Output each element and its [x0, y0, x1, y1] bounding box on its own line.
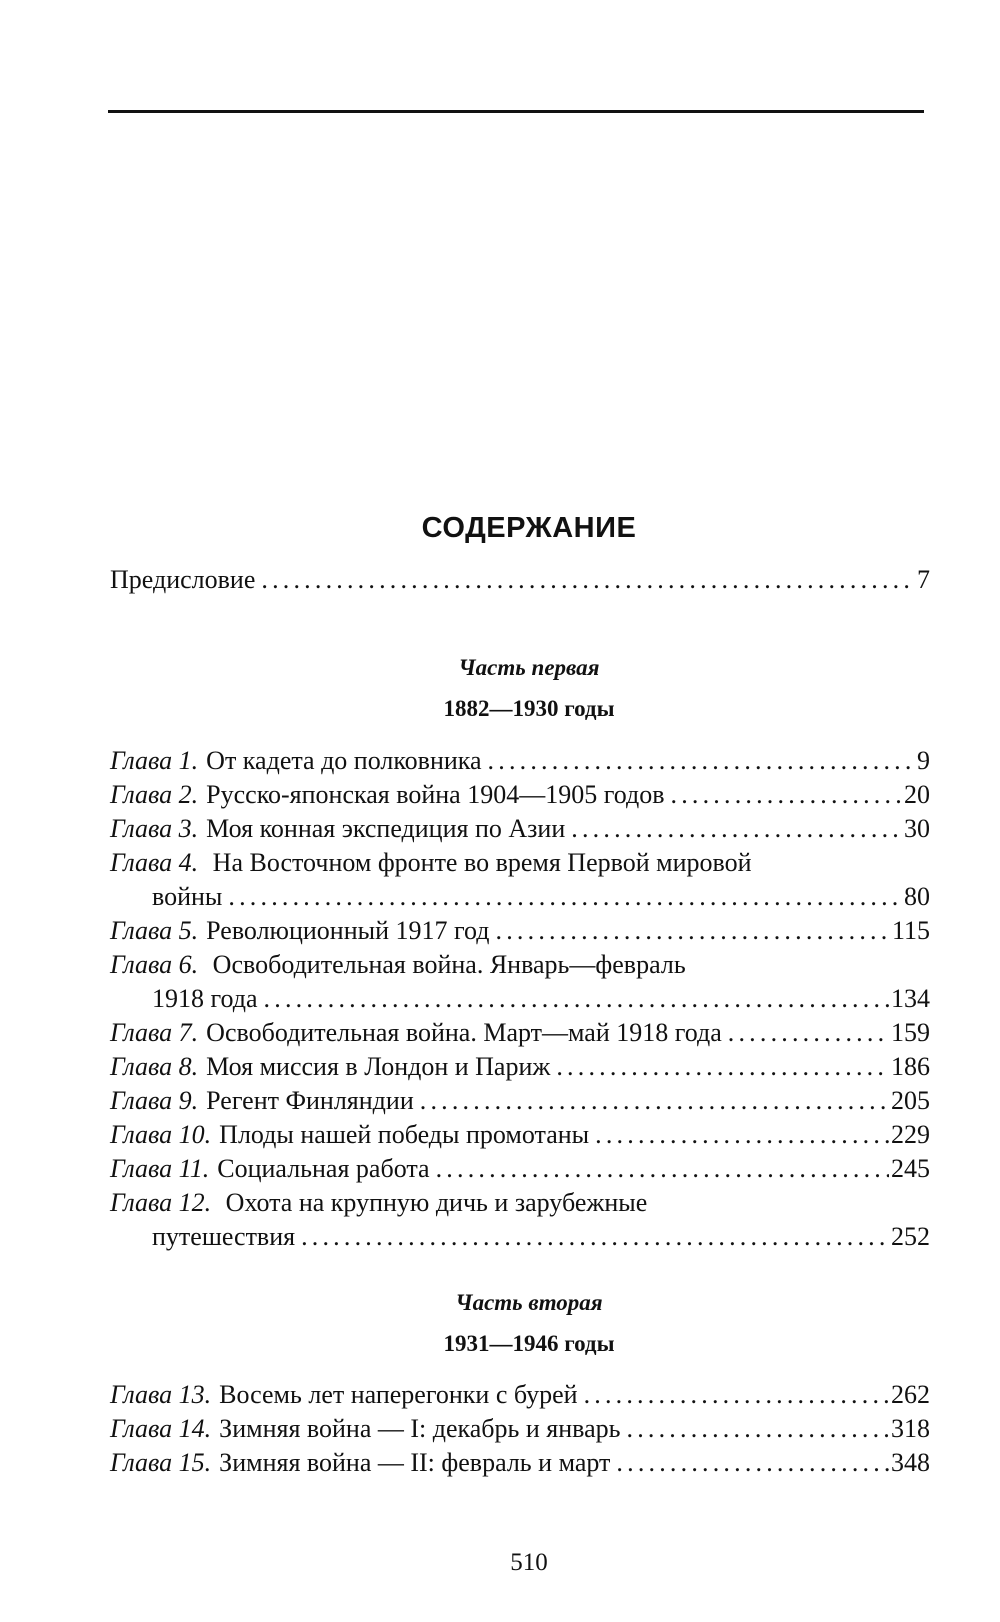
chapter-number: Глава 14. [110, 1414, 212, 1443]
dot-leader [420, 1084, 889, 1118]
toc-entry-title: Моя конная экспедиция по Азии [206, 814, 566, 843]
chapter-number: Глава 15. [110, 1448, 212, 1477]
toc-entry-page: 229 [891, 1120, 930, 1149]
toc-entry-chapter-15[interactable] [110, 1446, 930, 1480]
toc-entry-chapter-1[interactable] [110, 744, 930, 778]
toc-entry-title: Русско-японская война 1904—1905 годов [206, 780, 665, 809]
chapter-number: Глава 2. [110, 780, 199, 809]
dot-leader [616, 1446, 889, 1480]
top-rule [108, 110, 924, 113]
toc-entry-title: Моя миссия в Лондон и Париж [206, 1052, 551, 1081]
toc-entry-title: Революционный 1917 год [206, 916, 490, 945]
toc-entry-title: Восемь лет наперегонки с бурей [219, 1380, 578, 1409]
toc-entry-page: 186 [891, 1052, 930, 1081]
toc-entry-title: Охота на крупную дичь и зарубежные [225, 1188, 648, 1217]
toc-entry-chapter-2[interactable] [110, 778, 930, 812]
toc-preface-block [110, 563, 930, 597]
toc-entry-page: 7 [917, 565, 930, 594]
toc-entry-page: 80 [904, 882, 930, 911]
toc-part2-block [110, 1378, 930, 1480]
part1-heading: Часть первая [458, 655, 600, 680]
toc-entry-title: Зимняя война — I: декабрь и январь [219, 1414, 621, 1443]
toc-entry-page: 262 [891, 1380, 930, 1409]
toc-entry-title: Социальная работа [217, 1154, 430, 1183]
chapter-number: Глава 8. [110, 1052, 199, 1081]
chapter-number: Глава 1. [110, 746, 199, 775]
toc-entry-page: 9 [917, 746, 930, 775]
dot-leader [496, 914, 890, 948]
toc-entry-chapter-7[interactable] [110, 1016, 930, 1050]
dot-leader [671, 778, 903, 812]
toc-entry-title: Освободительная война. Март—май 1918 года [206, 1018, 722, 1047]
toc-entry-page: 245 [891, 1154, 930, 1183]
dot-leader [261, 563, 915, 597]
part2-heading: Часть вторая [455, 1290, 603, 1315]
toc-entry-chapter-5[interactable] [110, 914, 930, 948]
dot-leader [571, 812, 902, 846]
chapter-number: Глава 7. [110, 1018, 199, 1047]
dot-leader [556, 1050, 889, 1084]
toc-entry-title: На Восточном фронте во время Первой мировой [212, 848, 752, 877]
toc-entry-chapter-14[interactable] [110, 1412, 930, 1446]
toc-entry-chapter-8[interactable] [110, 1050, 930, 1084]
toc-entry-page: 30 [904, 814, 930, 843]
page-number: 510 [510, 1549, 548, 1576]
dot-leader [301, 1220, 889, 1254]
toc-entry-page: 134 [891, 984, 930, 1013]
toc-entry-chapter-13[interactable] [110, 1378, 930, 1412]
dot-leader [595, 1118, 889, 1152]
toc-entry-chapter-4[interactable] [110, 846, 930, 880]
toc-part1-block [110, 744, 930, 1254]
dot-leader [264, 982, 889, 1016]
chapter-number: Глава 13. [110, 1380, 212, 1409]
dot-leader [627, 1412, 890, 1446]
chapter-number: Глава 3. [110, 814, 199, 843]
toc-entry-page: 159 [891, 1018, 930, 1047]
toc-entry-chapter-4-cont[interactable] [110, 880, 930, 914]
chapter-number: Глава 12. [110, 1188, 212, 1217]
toc-entry-title: Плоды нашей победы промотаны [219, 1120, 590, 1149]
toc-entry-chapter-6[interactable] [110, 948, 930, 982]
toc-entry-page: 205 [891, 1086, 930, 1115]
toc-entry-chapter-11[interactable] [110, 1152, 930, 1186]
toc-entry-chapter-3[interactable] [110, 812, 930, 846]
toc-entry-title: Освободительная война. Январь—февраль [212, 950, 686, 979]
page-title: СОДЕРЖАНИЕ [421, 512, 637, 544]
toc-entry-preface[interactable] [110, 563, 930, 597]
toc-entry-title-cont: войны [152, 882, 223, 911]
chapter-number: Глава 10. [110, 1120, 212, 1149]
toc-entry-chapter-12-cont[interactable] [110, 1220, 930, 1254]
dot-leader [436, 1152, 889, 1186]
chapter-number: Глава 4. [110, 848, 199, 877]
toc-entry-page: 348 [891, 1448, 930, 1477]
part1-years: 1882—1930 годы [443, 696, 615, 721]
dot-leader [584, 1378, 889, 1412]
toc-entry-title-cont: путешествия [152, 1222, 296, 1251]
toc-entry-chapter-10[interactable] [110, 1118, 930, 1152]
dot-leader [728, 1016, 889, 1050]
toc-entry-title-cont: 1918 года [152, 984, 258, 1013]
toc-entry-title: Регент Финляндии [206, 1086, 414, 1115]
toc-entry-title: Зимняя война — II: февраль и март [219, 1448, 611, 1477]
part2-years: 1931—1946 годы [443, 1331, 615, 1356]
chapter-number: Глава 11. [110, 1154, 210, 1183]
toc-entry-page: 318 [891, 1414, 930, 1443]
toc-entry-title: От кадета до полковника [206, 746, 482, 775]
dot-leader [228, 880, 902, 914]
chapter-number: Глава 6. [110, 950, 199, 979]
toc-entry-chapter-9[interactable] [110, 1084, 930, 1118]
toc-entry-title: Предисловие [110, 565, 256, 594]
toc-entry-page: 20 [904, 780, 930, 809]
dot-leader [488, 744, 915, 778]
chapter-number: Глава 9. [110, 1086, 199, 1115]
toc-entry-chapter-12[interactable] [110, 1186, 930, 1220]
chapter-number: Глава 5. [110, 916, 199, 945]
toc-entry-page: 252 [891, 1222, 930, 1251]
toc-entry-page: 115 [891, 916, 930, 945]
toc-entry-chapter-6-cont[interactable] [110, 982, 930, 1016]
